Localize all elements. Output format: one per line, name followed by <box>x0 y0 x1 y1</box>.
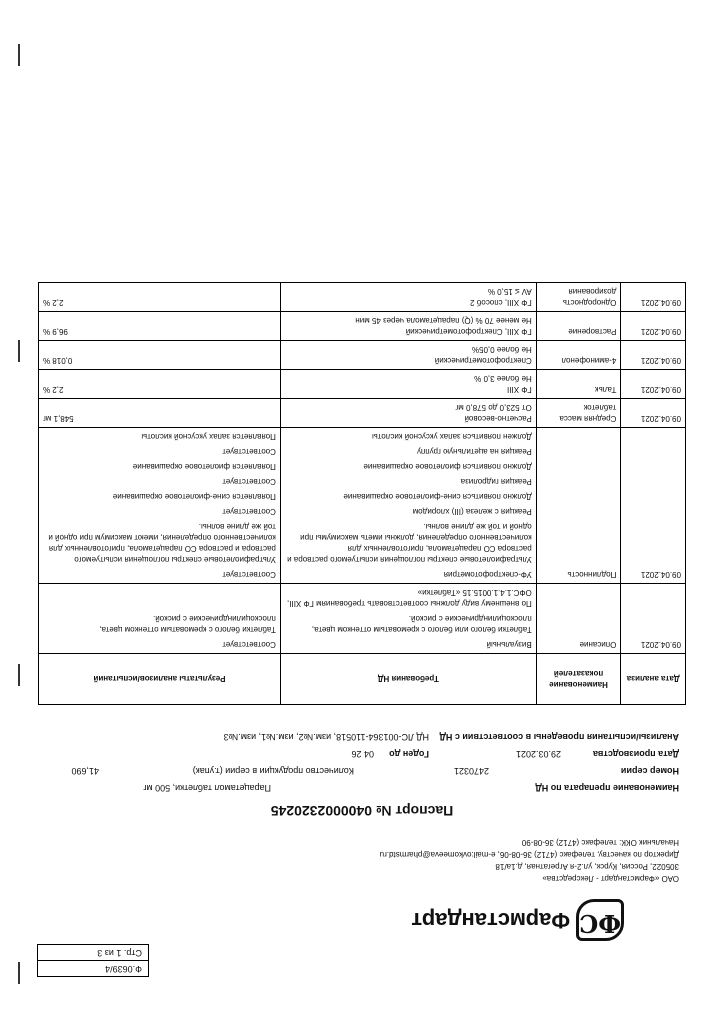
binding-mark-lower <box>18 340 20 362</box>
result-line: Появляется фиолетовое окрашивание <box>132 462 276 471</box>
requirement-line: Расчетно-весовой <box>464 414 532 423</box>
row-parameter: Описание <box>536 584 621 654</box>
requirement-line: Должен появиться запах уксусной кислоты <box>372 432 532 441</box>
row-date: 09.04.2021 <box>621 428 686 584</box>
product-value: Парацетамол таблетки, 500 мг <box>143 783 271 793</box>
qty-value: 41,690 <box>71 766 99 776</box>
row-date: 09.04.2021 <box>621 399 686 428</box>
batch-value: 2470321 <box>453 766 489 776</box>
binding-mark-bottom <box>18 44 20 66</box>
result-line: Соответствует <box>222 640 276 649</box>
result-line: Таблетки белого с кремоватым оттенком цвета, плоскоцилиндрические с риской. <box>99 614 276 634</box>
company-logo <box>411 898 624 942</box>
prod-date-label: Дата производства <box>593 749 679 759</box>
table-row <box>39 341 686 370</box>
company-block <box>259 836 679 884</box>
row-results <box>39 428 281 584</box>
logo-mark: ФС <box>576 899 624 941</box>
row-requirements <box>280 428 536 584</box>
requirement-line: Реакция с железа (III) хлоридом <box>412 507 532 516</box>
qty-label: Количество продукции в серии (т.упак) <box>192 766 354 776</box>
row-date: 09.04.2021 <box>621 312 686 341</box>
form-code-box <box>37 944 149 977</box>
info-row-dates <box>39 745 679 762</box>
row-date: 09.04.2021 <box>621 283 686 312</box>
row-parameter: Тальк <box>536 370 621 399</box>
requirement-line: Не более 0,05% <box>471 345 532 354</box>
results-table <box>38 282 686 705</box>
info-row-batch <box>39 762 679 779</box>
row-requirements <box>280 370 536 399</box>
page-number: Стр. 1 из 3 <box>38 945 148 961</box>
row-results <box>39 283 281 312</box>
requirement-line: Спектрофотометрический <box>434 356 532 365</box>
result-line: Соответствует <box>222 447 276 456</box>
row-results <box>39 341 281 370</box>
header-results: Результаты анализов/испытаний <box>39 654 281 705</box>
form-code: Ф.0639/4 <box>105 964 142 974</box>
header-requirements: Требования НД <box>280 654 536 705</box>
company-director: Директор по качеству, телефакс (4712) 36-08-06, e-mail:ovkomeeva@pharmstd.ru <box>379 850 679 859</box>
result-line: Ультрафиолетовые спектры поглощения испытуемого раствора и раствора СО парацетамола, приготовленных для количественного определения, имеют максимум при одной и той же длине волны. <box>48 522 276 564</box>
table-row <box>39 370 686 399</box>
row-date: 09.04.2021 <box>621 370 686 399</box>
company-name: ОАО «Фармстандарт - Лексредства» <box>542 874 679 883</box>
requirement-line: Реакция на ацетильную группу <box>416 447 532 456</box>
row-date: 09.04.2021 <box>621 341 686 370</box>
header-date: Дата анализа <box>621 654 686 705</box>
table-row <box>39 312 686 341</box>
requirement-line: ГФ XIII, Спектрофотометрический <box>405 327 532 336</box>
analysis-label: Анализы/испытания проведены в соответствии с НД <box>439 732 679 742</box>
result-line: 96,9 % <box>43 327 68 336</box>
table-row <box>39 428 686 584</box>
product-info <box>39 728 679 796</box>
prod-date-value: 29.03.2021 <box>515 749 561 759</box>
result-line: 0,018 % <box>43 356 73 365</box>
row-requirements <box>280 584 536 654</box>
requirement-line: Ультрафиолетовые спектры поглощения испытуемого раствора и раствора СО парацетамола, приготовленных для количественного определения, должны иметь максимумы при одной и той же длине волны. <box>287 522 532 564</box>
company-address: 305022, Россия, Курск, ул.2-я Агрегатная, д.1а/18 <box>495 862 679 871</box>
company-okk: Начальник ОКК: телефакс (4712) 36-08-90 <box>521 838 679 847</box>
row-results <box>39 584 281 654</box>
analysis-value: НД ЛС-001364-110518, изм.№2, изм.№1, изм.№3 <box>223 732 429 742</box>
info-row-analysis <box>39 728 679 745</box>
requirement-line: Не более 3,0 % <box>474 374 532 383</box>
requirement-line: Должно появиться фиолетовое окрашивание <box>363 462 532 471</box>
row-results <box>39 370 281 399</box>
row-parameter: Средняя масса таблеток <box>536 399 621 428</box>
result-line: 2,2 % <box>43 298 64 307</box>
requirement-line: ГФ XIII <box>507 385 532 394</box>
requirement-line: AV ≤ 15,0 % <box>487 287 532 296</box>
product-label: Наименование препарата по НД <box>535 783 679 793</box>
row-results <box>39 399 281 428</box>
result-line: Соответствует <box>222 570 276 579</box>
row-date: 09.04.2021 <box>621 584 686 654</box>
requirement-line: От 523,0 до 578,0 мг <box>455 403 532 412</box>
table-body <box>39 283 686 654</box>
header-name: Наименование показателей <box>536 654 621 705</box>
row-parameter: Однородность дозирования <box>536 283 621 312</box>
requirement-line: УФ-спектрофотометрия <box>443 570 532 579</box>
info-row-product <box>39 779 679 796</box>
requirement-line: Должно появиться сине-фиолетовое окрашивание <box>343 492 532 501</box>
requirement-line: Визуальный <box>486 640 532 649</box>
row-parameter: Подлинность <box>536 428 621 584</box>
result-line: Появляется запах уксусной кислоты <box>141 432 276 441</box>
batch-label: Номер серии <box>620 766 679 776</box>
valid-label: Годен до <box>389 749 429 759</box>
binding-mark-middle <box>18 664 20 686</box>
table-row <box>39 399 686 428</box>
requirement-line: ГФ XIII, способ 2 <box>470 298 532 307</box>
row-results <box>39 312 281 341</box>
table-row <box>39 584 686 654</box>
table-header-row <box>39 654 686 705</box>
row-requirements <box>280 341 536 370</box>
logo-name: Фармстандарт <box>411 908 571 933</box>
binding-mark-top <box>18 962 20 984</box>
row-requirements <box>280 399 536 428</box>
result-line: 2,2 % <box>43 385 64 394</box>
result-line: Появляется сине-фиолетовое окрашивание <box>112 492 276 501</box>
valid-value: 04 26 <box>351 749 374 759</box>
table-row <box>39 283 686 312</box>
result-line: Соответствует <box>222 477 276 486</box>
row-parameter: 4-аминофенол <box>536 341 621 370</box>
passport-title: Паспорт № 0400002320245 <box>270 803 454 819</box>
row-parameter: Растворение <box>536 312 621 341</box>
result-line: 548,1 мг <box>43 414 74 423</box>
requirement-line: По внешнему виду должны соответствовать требованиям ГФ XIII, ОФС.1.4.1.0015.15 «Таблетки» <box>287 588 532 608</box>
result-line: Соответствует <box>222 507 276 516</box>
requirement-line: Таблетки белого или белого с кремоватым оттенком цвета, плоскоцилиндрические с риской. <box>311 614 532 634</box>
requirement-line: Реакция гидролиза <box>460 477 532 486</box>
row-requirements <box>280 312 536 341</box>
requirement-line: Не менее 70 % (Q) парацетамола через 45 мин <box>355 316 532 325</box>
row-requirements <box>280 283 536 312</box>
